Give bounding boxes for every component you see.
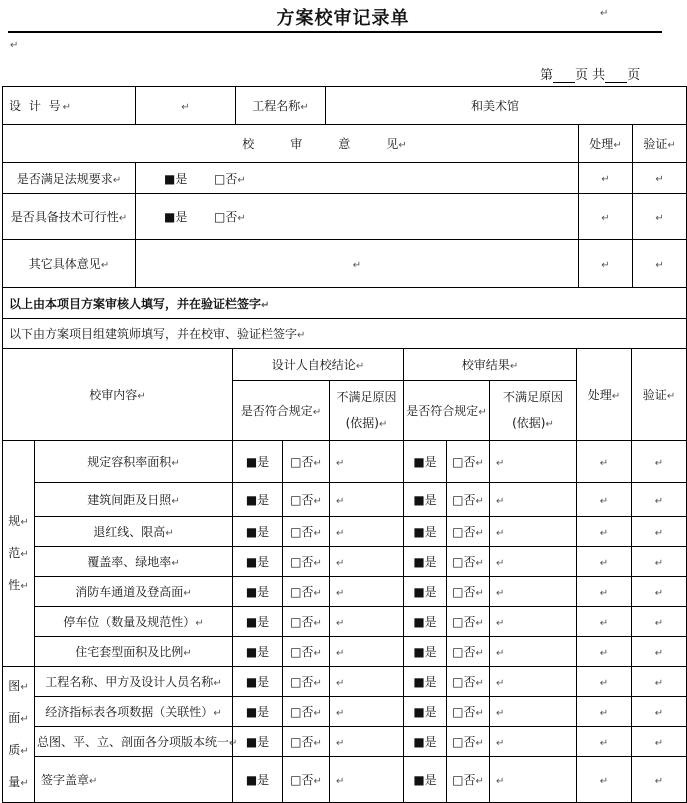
document-title: 方案校审记录单 <box>276 8 410 29</box>
paragraph-mark: ↵ <box>599 495 609 507</box>
other-opinion-field[interactable]: ↵ <box>136 240 579 288</box>
design-no-label: 设 计 号↵ <box>3 87 136 125</box>
paragraph-mark: ↵ <box>336 457 345 469</box>
paragraph-mark: ↵ <box>336 495 345 507</box>
reason-heading: 不满足原因 (依据)↵ <box>490 381 577 441</box>
handle-cell[interactable] <box>577 637 632 667</box>
paragraph-mark: ↵ <box>496 557 505 569</box>
paragraph-mark: ↵ <box>654 457 664 469</box>
verify-cell[interactable]: ↵ <box>633 163 687 194</box>
group-label-char: 图 <box>8 678 21 693</box>
checkbox-no[interactable]: □否↵ <box>447 667 490 697</box>
paragraph-mark: ↵ <box>654 677 664 689</box>
verify-cell[interactable] <box>632 483 687 517</box>
checkbox-no[interactable]: □否↵ <box>283 697 330 727</box>
checkbox-no[interactable]: □否↵ <box>283 517 330 547</box>
reason-field[interactable] <box>330 757 404 803</box>
paragraph-mark: ↵ <box>496 527 505 539</box>
check-row <box>3 547 687 577</box>
verify-cell[interactable] <box>632 667 687 697</box>
check-item-label: 停车位（数量及规范性）↵ <box>35 607 233 637</box>
check-item-label: 消防车通道及登高面↵ <box>35 577 233 607</box>
paragraph-mark: ↵ <box>336 557 345 569</box>
checkbox-no[interactable]: □否↵ <box>283 757 330 803</box>
check-row <box>3 517 687 547</box>
reason-field[interactable] <box>490 727 577 757</box>
verify-cell[interactable] <box>632 637 687 667</box>
paragraph-mark: ↵ <box>496 677 505 689</box>
paragraph-mark: ↵ <box>313 708 322 719</box>
checkbox-yes-checked[interactable]: ■是 <box>164 210 188 224</box>
paragraph-mark: ↵ <box>599 527 609 539</box>
group-label-char: 面 <box>8 710 21 725</box>
paragraph-mark: ↵ <box>654 647 664 659</box>
checkbox-yes-checked[interactable]: ■是 <box>404 607 447 637</box>
handle-cell[interactable]: ↵ <box>579 163 633 194</box>
paragraph-mark: ↵ <box>313 496 322 507</box>
check-row <box>3 441 687 483</box>
check-row <box>3 757 687 803</box>
checkbox-no[interactable]: □否↵ <box>283 577 330 607</box>
verify-cell[interactable]: ↵ <box>633 240 687 288</box>
paragraph-mark: ↵ <box>599 677 609 689</box>
checkbox-yes-checked[interactable]: ■是 <box>404 577 447 607</box>
reason-field[interactable] <box>330 577 404 607</box>
checkbox-no[interactable]: □否↵ <box>447 441 490 483</box>
paragraph-mark: ↵ <box>336 647 345 659</box>
check-item-label: 规定容积率面积↵ <box>35 441 233 483</box>
group-label <box>3 441 35 667</box>
check-item-label: 退红线、限高↵ <box>35 517 233 547</box>
paragraph-mark: ↵ <box>496 495 505 507</box>
checkbox-no[interactable]: □否↵ <box>447 517 490 547</box>
check-row <box>3 637 687 667</box>
check-item-label: 总图、平、立、剖面各分项版本统一↵ <box>35 727 233 757</box>
paragraph-mark: ↵ <box>313 678 322 689</box>
handle-cell[interactable] <box>577 667 632 697</box>
check-row <box>3 577 687 607</box>
note-architect: 以下由方案项目组建筑师填写，并在校审、验证栏签字↵ <box>3 319 687 349</box>
handle-cell[interactable] <box>577 697 632 727</box>
reason-field[interactable] <box>330 483 404 517</box>
checkbox-yes-checked[interactable]: ■是 <box>233 517 283 547</box>
checkbox-yes-checked[interactable]: ■是 <box>404 483 447 517</box>
opinion-label: 其它具体意见↵ <box>3 240 136 288</box>
paragraph-mark: ↵ <box>475 528 484 539</box>
paragraph-mark: ↵ <box>475 776 484 787</box>
checkbox-no[interactable]: □否↵ <box>447 697 490 727</box>
page-blank[interactable] <box>553 70 575 83</box>
checkbox-no[interactable]: □否↵ <box>447 577 490 607</box>
paragraph-mark: ↵ <box>171 458 180 469</box>
paragraph-mark: ↵ <box>475 648 484 659</box>
col-handle-header: 处理↵ <box>579 125 633 163</box>
handle-cell[interactable] <box>577 757 632 803</box>
handle-cell[interactable] <box>577 577 632 607</box>
paragraph-mark: ↵ <box>475 558 484 569</box>
self-check-heading: 设计人自校结论↵ <box>233 349 404 381</box>
checkbox-no[interactable]: □否↵ <box>447 757 490 803</box>
paragraph-mark: ↵ <box>475 738 484 749</box>
checkbox-yes-checked[interactable]: ■是 <box>404 667 447 697</box>
paragraph-mark: ↵ <box>213 678 222 689</box>
review-opinion-heading: 校 审 意 见↵ <box>3 125 579 163</box>
reason-field[interactable] <box>490 667 577 697</box>
paragraph-mark: ↵ <box>89 776 98 787</box>
content-heading: 校审内容↵ <box>3 349 233 441</box>
total-blank[interactable] <box>605 70 627 83</box>
paragraph-mark: ↵ <box>475 496 484 507</box>
checkbox-yes-checked[interactable]: ■是 <box>404 697 447 727</box>
col-verify-header: 验证↵ <box>633 125 687 163</box>
reason-field[interactable] <box>490 483 577 517</box>
compliant-question: 是否符合规定↵ <box>404 381 490 441</box>
paragraph-mark: ↵ <box>654 737 664 749</box>
paragraph-mark: ↵ <box>183 588 192 599</box>
handle-cell[interactable] <box>577 727 632 757</box>
checkbox-yes-checked[interactable]: ■是 <box>233 577 283 607</box>
reason-field[interactable] <box>490 517 577 547</box>
paragraph-mark: ↵ <box>20 681 29 693</box>
check-item-label: 签字盖章↵ <box>35 757 233 803</box>
paragraph-mark: ↵ <box>313 648 322 659</box>
reason-field[interactable] <box>330 607 404 637</box>
handle-cell[interactable] <box>577 441 632 483</box>
checkbox-no[interactable]: □否↵ <box>283 547 330 577</box>
group-label-char: 质 <box>8 742 21 757</box>
paragraph-mark: ↵ <box>10 40 19 51</box>
handle-cell[interactable] <box>577 607 632 637</box>
project-name-label: 工程名称↵ <box>236 87 326 125</box>
checkbox-no[interactable]: □否↵ <box>447 547 490 577</box>
reason-field[interactable] <box>330 441 404 483</box>
paragraph-mark: ↵ <box>496 775 505 787</box>
paragraph-mark: ↵ <box>336 617 345 629</box>
paragraph-mark: ↵ <box>496 457 505 469</box>
paragraph-mark: ↵ <box>183 648 192 659</box>
opinion-checkbox-row[interactable]: ■是 □否↵ <box>136 163 579 194</box>
check-item-label: 工程名称、甲方及设计人员名称↵ <box>35 667 233 697</box>
reason-heading: 不满足原因 (依据)↵ <box>330 381 404 441</box>
paragraph-mark: ↵ <box>20 516 29 528</box>
handle-cell[interactable]: ↵ <box>579 240 633 288</box>
checkbox-no[interactable]: □否↵ <box>283 667 330 697</box>
check-row <box>3 697 687 727</box>
checkbox-yes-checked[interactable]: ■是 <box>233 607 283 637</box>
checkbox-yes-checked[interactable]: ■是 <box>233 727 283 757</box>
paragraph-mark: ↵ <box>313 528 322 539</box>
paragraph-mark: ↵ <box>600 8 609 19</box>
paragraph-mark: ↵ <box>213 708 222 719</box>
paragraph-mark: ↵ <box>20 548 29 560</box>
paragraph-mark: ↵ <box>313 618 322 629</box>
checkbox-yes-checked[interactable]: ■是 <box>404 547 447 577</box>
paragraph-mark: ↵ <box>171 558 180 569</box>
paragraph-mark: ↵ <box>313 588 322 599</box>
reason-field[interactable] <box>490 441 577 483</box>
opinion-checkbox-row[interactable]: ■是 □否↵ <box>136 194 579 240</box>
checkbox-no[interactable]: □否↵ <box>447 607 490 637</box>
handle-cell[interactable] <box>577 483 632 517</box>
handle-cell[interactable] <box>577 517 632 547</box>
checkbox-yes-checked[interactable]: ■是 <box>404 441 447 483</box>
paragraph-mark: ↵ <box>20 713 29 725</box>
check-row <box>3 483 687 517</box>
checkbox-no[interactable]: □否 <box>214 210 238 224</box>
reason-field[interactable] <box>490 697 577 727</box>
paragraph-mark: ↵ <box>165 528 174 539</box>
reason-field[interactable] <box>330 517 404 547</box>
paragraph-mark: ↵ <box>336 677 345 689</box>
paragraph-mark: ↵ <box>336 775 345 787</box>
note-reviewer: 以上由本项目方案审核人填写，并在验证栏签字↵ <box>3 288 687 319</box>
page-mid: 页 共 <box>575 68 606 83</box>
opinion-label: 是否具备技术可行性↵ <box>3 194 136 240</box>
compliant-question: 是否符合规定↵ <box>233 381 330 441</box>
page-suffix: 页 <box>627 68 641 83</box>
check-row <box>3 667 687 697</box>
paragraph-mark: ↵ <box>496 707 505 719</box>
check-row <box>3 727 687 757</box>
col-handle-header: 处理↵ <box>577 349 632 441</box>
paragraph-mark: ↵ <box>599 617 609 629</box>
checkbox-no[interactable]: □否↵ <box>283 483 330 517</box>
paragraph-mark: ↵ <box>313 558 322 569</box>
reason-field[interactable] <box>490 637 577 667</box>
reason-field[interactable] <box>330 637 404 667</box>
paragraph-mark: ↵ <box>654 587 664 599</box>
verify-cell[interactable] <box>632 547 687 577</box>
checkbox-no[interactable]: □否↵ <box>447 483 490 517</box>
checkbox-yes-checked[interactable]: ■是 <box>233 547 283 577</box>
checkbox-yes-checked[interactable]: ■是 <box>233 697 283 727</box>
paragraph-mark: ↵ <box>336 587 345 599</box>
paragraph-mark: ↵ <box>20 777 29 789</box>
page-number <box>540 64 640 83</box>
paragraph-mark: ↵ <box>496 737 505 749</box>
check-item-label: 建筑间距及日照↵ <box>35 483 233 517</box>
checkbox-yes-checked[interactable]: ■是 <box>233 637 283 667</box>
paragraph-mark: ↵ <box>20 580 29 592</box>
verify-cell[interactable] <box>632 607 687 637</box>
handle-cell[interactable] <box>577 547 632 577</box>
handle-cell[interactable]: ↵ <box>579 194 633 240</box>
verify-cell[interactable] <box>632 441 687 483</box>
paragraph-mark: ↵ <box>313 776 322 787</box>
paragraph-mark: ↵ <box>475 458 484 469</box>
project-name-value[interactable]: 和美术馆 <box>326 87 687 125</box>
paragraph-mark: ↵ <box>654 527 664 539</box>
paragraph-mark: ↵ <box>171 496 180 507</box>
paragraph-mark: ↵ <box>599 737 609 749</box>
group-label-char: 范 <box>8 545 21 560</box>
paragraph-mark: ↵ <box>599 647 609 659</box>
paragraph-mark: ↵ <box>313 738 322 749</box>
check-item-label: 覆盖率、绿地率↵ <box>35 547 233 577</box>
reason-field[interactable] <box>490 547 577 577</box>
checkbox-yes-checked[interactable]: ■是 <box>233 667 283 697</box>
reason-field[interactable] <box>490 757 577 803</box>
paragraph-mark: ↵ <box>475 618 484 629</box>
paragraph-mark: ↵ <box>313 458 322 469</box>
reason-field[interactable] <box>330 667 404 697</box>
reason-field[interactable] <box>490 607 577 637</box>
verify-cell[interactable]: ↵ <box>633 194 687 240</box>
paragraph-mark: ↵ <box>599 557 609 569</box>
checkbox-no[interactable]: □否↵ <box>283 727 330 757</box>
paragraph-mark: ↵ <box>195 618 204 629</box>
group-label-char: 规 <box>8 513 21 528</box>
page-prefix: 第 <box>540 68 554 83</box>
paragraph-mark: ↵ <box>654 495 664 507</box>
checkbox-no[interactable]: □否↵ <box>283 607 330 637</box>
paragraph-mark: ↵ <box>599 457 609 469</box>
opinion-table <box>2 86 687 349</box>
col-verify-header: 验证↵ <box>632 349 687 441</box>
check-row <box>3 607 687 637</box>
paragraph-mark: ↵ <box>599 775 609 787</box>
verify-cell[interactable] <box>632 727 687 757</box>
paragraph-mark: ↵ <box>654 617 664 629</box>
checkbox-no[interactable]: □否↵ <box>447 637 490 667</box>
paragraph-mark: ↵ <box>654 707 664 719</box>
group-label-char: 性 <box>8 577 21 592</box>
paragraph-mark: ↵ <box>496 617 505 629</box>
paragraph-mark: ↵ <box>496 647 505 659</box>
verify-cell[interactable] <box>632 517 687 547</box>
title-rule <box>8 31 662 33</box>
reason-field[interactable] <box>490 577 577 607</box>
verify-cell[interactable] <box>632 577 687 607</box>
paragraph-mark: ↵ <box>20 745 29 757</box>
check-table <box>2 348 687 803</box>
checkbox-no[interactable]: □否 <box>214 171 238 186</box>
verify-cell[interactable] <box>632 757 687 803</box>
paragraph-mark: ↵ <box>336 527 345 539</box>
paragraph-mark: ↵ <box>475 588 484 599</box>
check-item-label: 经济指标表各项数据（关联性）↵ <box>35 697 233 727</box>
paragraph-mark: ↵ <box>336 737 345 749</box>
opinion-label: 是否满足法规要求↵ <box>3 163 136 194</box>
paragraph-mark: ↵ <box>496 587 505 599</box>
checkbox-yes-checked[interactable]: ■是 <box>233 441 283 483</box>
verify-cell[interactable] <box>632 697 687 727</box>
checkbox-no[interactable]: □否↵ <box>283 637 330 667</box>
paragraph-mark: ↵ <box>599 587 609 599</box>
paragraph-mark: ↵ <box>229 738 238 749</box>
paragraph-mark: ↵ <box>475 678 484 689</box>
paragraph-mark: ↵ <box>654 557 664 569</box>
paragraph-mark: ↵ <box>654 775 664 787</box>
check-item-label: 住宅套型面积及比例↵ <box>35 637 233 667</box>
paragraph-mark: ↵ <box>475 708 484 719</box>
checkbox-yes-checked[interactable]: ■是 <box>164 171 188 186</box>
group-label <box>3 667 35 803</box>
checkbox-yes-checked[interactable]: ■是 <box>404 727 447 757</box>
checkbox-yes-checked[interactable]: ■是 <box>233 483 283 517</box>
checkbox-no[interactable]: □否↵ <box>447 727 490 757</box>
checkbox-yes-checked[interactable]: ■是 <box>404 637 447 667</box>
checkbox-no[interactable]: □否↵ <box>283 441 330 483</box>
checkbox-yes-checked[interactable]: ■是 <box>404 757 447 803</box>
reason-field[interactable] <box>330 727 404 757</box>
reason-field[interactable] <box>330 697 404 727</box>
group-label-char: 量 <box>8 774 21 789</box>
review-result-heading: 校审结果↵ <box>404 349 577 381</box>
reason-field[interactable] <box>330 547 404 577</box>
paragraph-mark: ↵ <box>336 707 345 719</box>
paragraph-mark: ↵ <box>599 707 609 719</box>
design-no-value[interactable]: ↵ <box>136 87 236 125</box>
checkbox-yes-checked[interactable]: ■是 <box>233 757 283 803</box>
checkbox-yes-checked[interactable]: ■是 <box>404 517 447 547</box>
